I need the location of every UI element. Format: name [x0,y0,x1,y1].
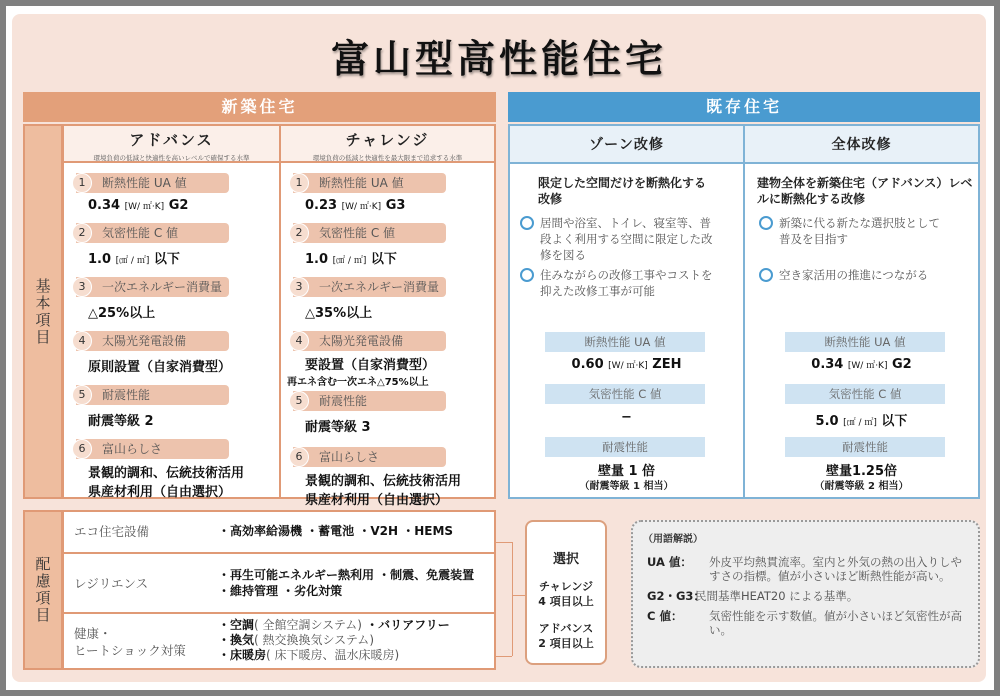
consideration-table [62,510,496,670]
consideration-row-eco: エコ住宅設備 ・高効率給湯機 ・蓄電池 ・V2H ・HEMS [64,512,494,554]
challenge-subtitle: 環境負荷の低減と快適性を最大限まで追求する水準 [312,154,463,162]
zone-spec-value-3: 壁量 1 倍 [597,464,656,479]
challenge-item-4: 4 太陽光発電設備 要設置（自家消費型） 再エネ含む一次エネ△75%以上 [293,331,494,388]
zone-spec-label-2: 気密性能 C 値 [545,384,705,404]
connector-line [512,542,513,656]
connector-line [496,542,512,543]
advance-item-2: 2 気密性能 C 値 1.0 [㎠ / ㎡] 以下 [76,223,279,267]
whole-bullet-1: 新築に代る新たな選択肢として普及を目指す [779,215,949,247]
whole-spec-label-2: 気密性能 C 値 [785,384,945,404]
zone-spec-value-1: 0.60 [W/ ㎡·K] ZEH [571,357,682,372]
circle-bullet-icon [520,268,534,282]
zone-spec-label-3: 耐震性能 [545,437,705,457]
whole-spec-value-2: 5.0 [㎠ / ㎡] 以下 [815,414,908,429]
advance-subtitle: 環境負荷の低減と快適性を高いレベルで確保する水準 [93,154,250,162]
connector-line [512,595,525,596]
zone-renovation-column [508,124,745,499]
circle-bullet-icon [759,216,773,230]
advance-item-4: 4 太陽光発電設備 原則設置（自家消費型） [76,331,279,375]
whole-renovation-column [743,124,980,499]
zone-bullet-1: 居間や浴室、トイレ、寝室等、普段よく利用する空間に限定した改修を図る [540,215,715,263]
consideration-row-health: 健康・ ヒートショック対策 ・空調( 全館空調システム) ・バリアフリー ・換気( 熱交換換気システム) ・床暖房( 床下暖房、温水床暖房) [74,618,450,662]
consideration-items-label: 配慮項目 [23,510,63,670]
challenge-item-2: 2 気密性能 C 値 1.0 [㎠ / ㎡] 以下 [293,223,494,267]
existing-header: 既存住宅 [508,92,980,122]
connector-line [496,656,512,657]
advance-column [62,124,281,499]
advance-title: アドバンス [129,131,214,149]
selection-title: 選択 [552,552,579,567]
whole-title: 全体改修 [831,137,892,153]
whole-spec-label-1: 断熱性能 UA 値 [785,332,945,352]
challenge-column [279,124,496,508]
advance-header [64,126,279,163]
circle-bullet-icon [520,216,534,230]
glossary-box [631,520,980,668]
glossary-entry-ua: UA 値： 外皮平均熱貫流率。室内と外気の熱の出入りしやすさの指標。値が小さいほど断熱性能が高い。 [647,555,962,583]
challenge-item-3: 3 一次エネルギー消費量 △35%以上 [293,277,494,321]
advance-item-3: 3 一次エネルギー消費量 △25%以上 [76,277,279,321]
zone-lead: 限定した空間だけを断熱化する改修 [538,176,707,206]
advance-item-6: 6 富山らしさ 景観的調和、伝統技術活用 県産材利用（自由選択） [76,439,279,500]
selection-rule-box: 選択 チャレンジ 4 項目以上 アドバンス 2 項目以上 [525,520,607,665]
circle-bullet-icon [759,268,773,282]
zone-spec-label-1: 断熱性能 UA 値 [545,332,705,352]
challenge-item-6: 6 富山らしさ 景観的調和、伝統技術活用 県産材利用（自由選択） [293,447,494,508]
zone-bullet-2: 住みながらの改修工事やコストを抑えた改修工事が可能 [540,267,715,299]
whole-spec-value-1: 0.34 [W/ ㎡·K] G2 [811,357,912,372]
challenge-item-5: 5 耐震性能 耐震等級 3 [293,391,494,435]
whole-bullet-2: 空き家活用の推進につながる [779,267,969,283]
glossary-entry-g2g3: G2・G3： 民間基準HEAT20 による基準。 [647,589,859,603]
poster-panel [12,14,986,682]
zone-spec-value-2: − [621,410,632,425]
glossary-entry-c: C 値： 気密性能を示す数値。値が小さいほど気密性が高い。 [647,609,962,637]
whole-spec-value-3: 壁量1.25倍 [825,464,898,479]
document-sheet [6,6,994,690]
zone-title: ゾーン改修 [589,137,664,153]
advance-item-1: 1 断熱性能 UA 値 0.34 [W/ ㎡·K] G2 [76,173,279,213]
page-title: 富山型高性能住宅 [330,37,667,81]
challenge-item-1: 1 断熱性能 UA 値 0.23 [W/ ㎡·K] G3 [293,173,494,213]
glossary-title: （用語解説） [643,534,703,545]
challenge-title: チャレンジ [345,131,430,149]
zone-spec-note-3: （耐震等級 1 相当） [579,481,674,492]
whole-spec-note-3: （耐震等級 2 相当） [814,481,909,492]
basic-items-label: 基本項目 [23,124,63,499]
challenge-header [281,126,494,163]
new-build-header: 新築住宅 [23,92,496,122]
whole-lead: 建物全体を新築住宅（アドバンス）レベルに断熱化する改修 [757,176,973,206]
advance-item-5: 5 耐震性能 耐震等級 2 [76,385,279,429]
whole-spec-label-3: 耐震性能 [785,437,945,457]
consideration-row-resilience: レジリエンス ・再生可能エネルギー熱利用 ・制震、免震装置 ・維持管理 ・劣化対策 [64,554,494,614]
